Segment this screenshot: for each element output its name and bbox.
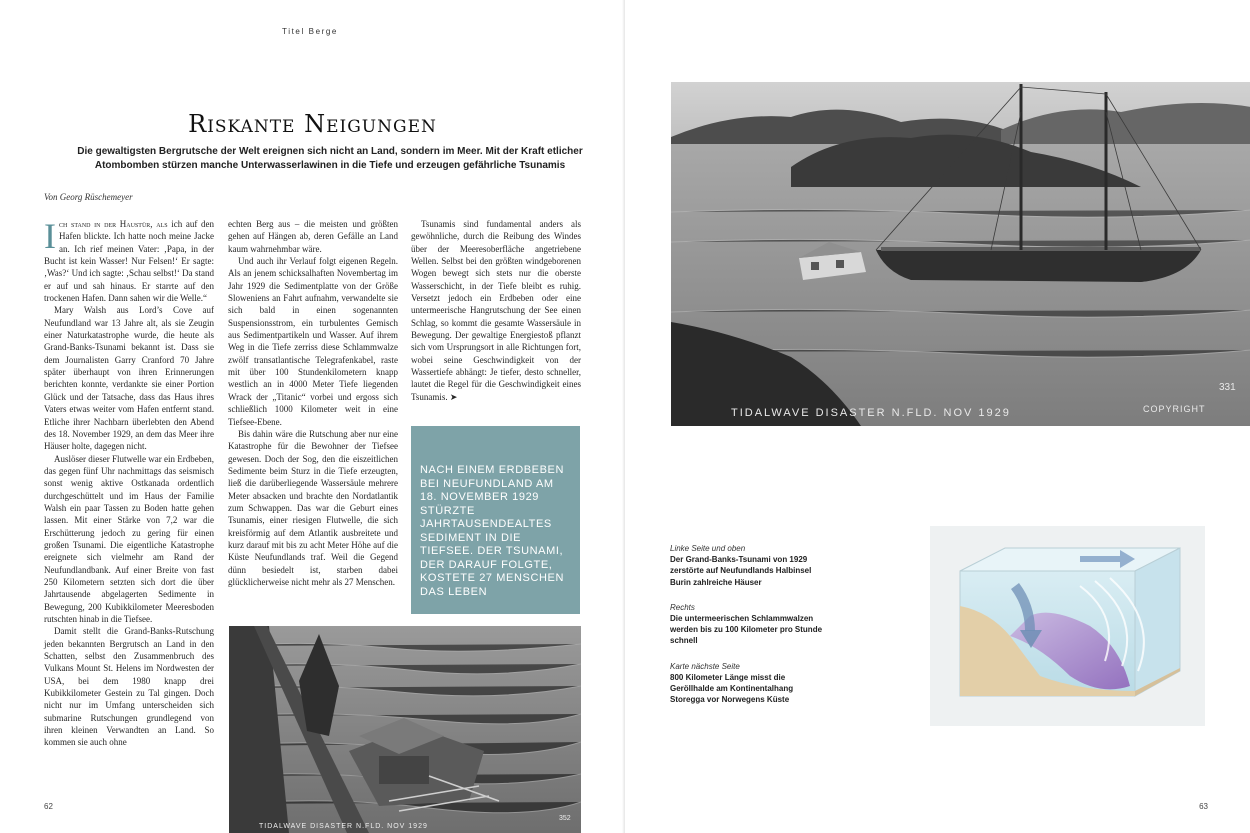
paragraph-1: ich auf den Hafen blickte. Ich hatte noch meine Jacke an. Ich rief meinen Vater: ‚Papa, in der Bucht ist kein Wasser! Nur Felsen!‘ Er sagte: ‚Was?‘ Und ich sagte: ‚Schau selbst!‘ Da stand er auf und sah hinaus. Er starrte auf den trockenen Hafen. Dann sahen wir die Welle.“: [44, 219, 214, 304]
paragraph-opening: [44, 218, 214, 304]
continue-arrow-icon: ➤: [449, 391, 458, 402]
opening-words: ch stand in der Haustür, als: [59, 219, 168, 229]
text-column-2: [228, 218, 398, 618]
photo-schooner: [671, 82, 1250, 426]
photo-destroyed-house-image: [229, 626, 581, 833]
paragraph-5: echten Berg aus – die meisten und größten gehen auf Hängen ab, deren Gefälle an Land kaum wahrnehmbar wäre.: [228, 219, 398, 254]
text-column-1: [44, 218, 214, 798]
pull-quote-text: NACH EINEM ERDBEBEN BEI NEUFUNDLAND AM 18. NOVEMBER 1929 STÜRZTE JAHRTAUSENDEALTES SEDIMENT IN DIE TIEFSEE. DER TSUNAMI, DER DARAUF FOLGTE, KOSTETE 27 MENSCHEN DAS LEBEN: [420, 464, 565, 598]
slide-illustration: [930, 526, 1205, 726]
paragraph-4: Damit stellt die Grand-Banks-Rutschung jeden bekannten Bergrutsch an Land in den Schatten, selbst den Zusammenbruch des Vulkans Mount St. Helens im Nordwesten der USA, bei dem 1980 knapp drei Kubikkilometer Gestein zu Tal gingen. Doch nicht nur im Umfang unterscheiden sich submarine Rutschungen grundlegend von ihren kleinen Verwandten an Land. So kommen sie auch ohne: [44, 626, 214, 748]
photo-schooner-image: [671, 82, 1250, 426]
paragraph-6: Und auch ihr Verlauf folgt eigenen Regeln. Als an jenem schicksalhaften Novembertag im Jahr 1929 die Sedimentplatte von der Größe Sloweniens an Fahrt aufnahm, verwandelte sie sich bald in einen sogenannten Suspensionsstrom, ein turbulentes Gemisch aus Sedimentpartikeln und Wasser. Auf ihrem Weg in die Tiefe zerriss diese Schlammwalze zwölf transatlantische Telegrafenkabel, raste mit über 100 Stundenkilometern knapp westlich an in 4000 Meter Tiefe liegenden Wrack der „Titanic“ vorbei und ergoss sich schließlich 1000 Kilometer weit in eine Tiefsee-Ebene.: [228, 256, 398, 427]
caption-text: Der Grand-Banks-Tsunami von 1929 zerstörte auf Neufundlands Halbinsel Burin zahlreiche Häuser: [670, 555, 812, 587]
page-number-left: 62: [44, 802, 53, 811]
photo-number: 352: [559, 815, 571, 822]
caption-text: Die untermeerischen Schlammwalzen werden bis zu 100 Kilometer pro Stunde schnell: [670, 614, 823, 646]
section-label: Titel Berge: [282, 27, 338, 36]
article-lead: Die gewaltigsten Bergrutsche der Welt ereignen sich nicht an Land, sondern im Meer. Mit der Kraft etlicher Atombomben stürzen manche Unterwasserlawinen in die Tiefe und erzeugen gefährliche Tsunamis: [77, 146, 583, 171]
photo-inscription: TIDALWAVE DISASTER N.FLD. NOV 1929: [259, 823, 428, 830]
photo-number: 331: [1219, 382, 1236, 393]
right-page: [625, 0, 1250, 833]
paragraph-2: Mary Walsh aus Lord’s Cove auf Neufundland war 13 Jahre alt, als sie Zeugin einer Naturkatastrophe wurde, die heute als Grand-Banks-Tsunami bekannt ist. Dass sie dem Journalisten Garry Cranford 70 Jahre später überhaupt von ihren Erinnerungen berichten konnte, verdankte sie einer Portion Glück und der Tatsache, dass das Haus ihres Vaters etwas weiter vom Hafen entfernt stand. Etliche ihrer Nachbarn überlebten den Abend des 18. November 1929, an dem das Meer ihre Häuser holte, dagegen nicht.: [44, 305, 214, 452]
caption-heading: Rechts: [670, 602, 695, 612]
paragraph-3: Auslöser dieser Flutwelle war ein Erdbeben, das gegen fünf Uhr nachmittags das seismisch sonst wenig aktive Ostkanada ordentlich durchgeschüttelt und im Haus der Familie Walsh ein paar Tassen zu Boden hatte gehen lassen. Mit einer Stärke von 7,2 war die Erschütterung jedoch zu gering für einen großen Tsunami. Die eigentliche Katastrophe ereignete sich vielmehr am Rand der Neufundlandbank. Auf einer Breite von fast 250 Kilometern setzten sich dort die über Jahrtausende abgelagerten Sedimente in Bewegung, 200 Kubikkilometer Meeresboden rutschten hinab in die Tiefsee.: [44, 453, 214, 624]
pull-quote-box: [411, 426, 580, 614]
caption-block: [670, 543, 830, 719]
photo-copyright: COPYRIGHT: [1143, 404, 1206, 414]
text-column-3: [411, 218, 581, 418]
drop-cap: I: [44, 216, 56, 256]
caption-heading: Linke Seite und oben: [670, 544, 746, 553]
caption-text: 800 Kilometer Länge misst die Geröllhalde am Kontinentalhang Storegga vor Norwegens Küste: [670, 672, 794, 705]
paragraph-8: [411, 218, 581, 403]
photo-inscription: TIDALWAVE DISASTER N.FLD. NOV 1929: [731, 407, 1011, 419]
paragraph-7: Bis dahin wäre die Rutschung aber nur eine Katastrophe für die Bewohner der Tiefsee gewesen. Doch der Sog, den die eiszeitlichen Sedimente beim Sturz in die Tiefe erzeugten, ließ die darüberliegende Wassersäule mehrere Meter absacken und brachte den Nordatlantik zum Schwappen. Das war die Geburt eines Tsunamis, einer riesigen Flutwelle, die sich kreisförmig auf dem Atlantik ausbreitete und kurz darauf mit bis zu acht Meter Höhe auf die Küste Neufundlands traf. Weil die Gegend dünn besiedelt ist, starben dabei glücklicherweise nicht mehr als 27 Menschen.: [228, 428, 398, 587]
byline: Von Georg Rüschemeyer: [44, 192, 133, 202]
slide-illustration-image: [930, 526, 1205, 726]
caption-heading: Karte nächste Seite: [670, 661, 740, 671]
article-title: Riskante Neigungen: [188, 110, 437, 138]
paragraph-8-text: Tsunamis sind fundamental anders als gewöhnliche, durch die Reibung des Windes über der Meeresoberfläche angetriebene Wellen. Selbst bei den größten windgeborenen Wogen bewegt sich stets nur die oberste Wasserschicht, in der Tiefe bleibt es ruhig. Versetzt jedoch ein Erdbeben oder eine untermeerische Hangrutschung der See einen Schlag, so kommt die gesamte Wassersäule in Bewegung. Der gewaltige Energiestoß pflanzt sich vom Ursprungsort in alle Richtungen fort, wobei seine Geschwindigkeit von der Wassertiefe abhängt: Je tiefer, desto schneller, lautet die Regel für die Geschwindigkeit eines Tsunamis.: [411, 219, 581, 402]
page-number-right: 63: [1199, 802, 1208, 811]
photo-destroyed-house: [229, 626, 581, 833]
